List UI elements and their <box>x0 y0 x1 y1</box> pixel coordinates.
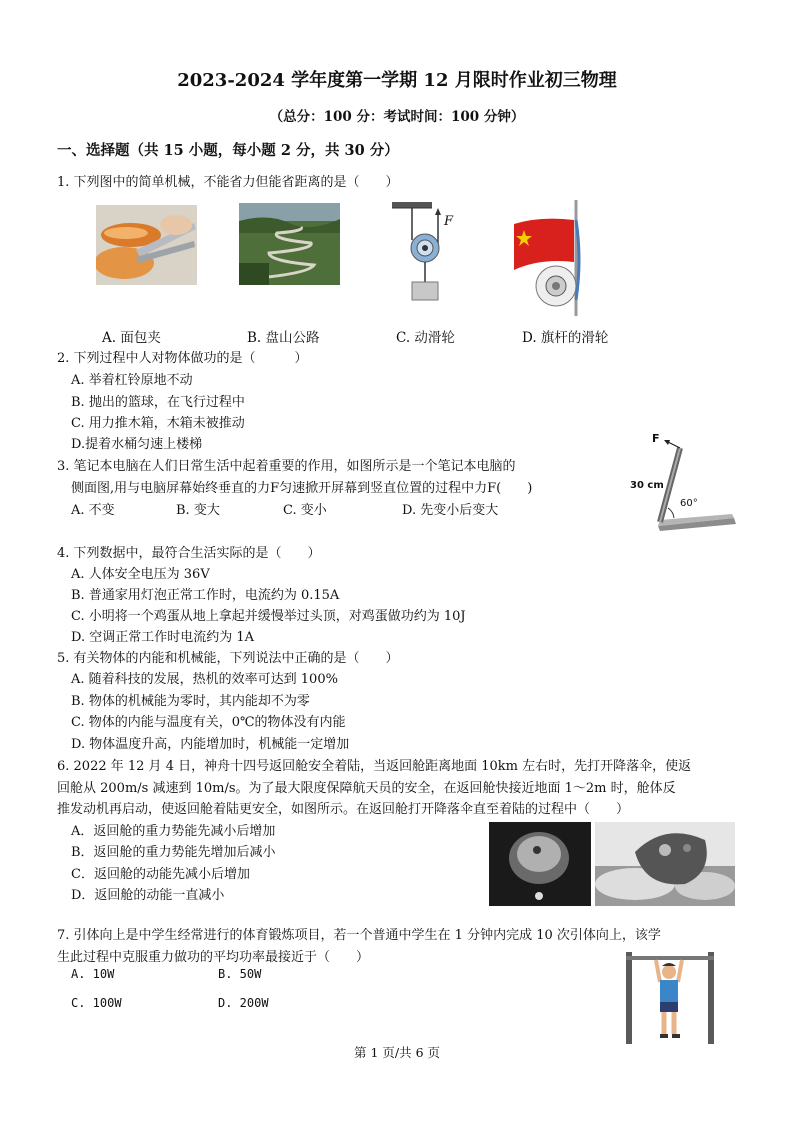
mountain-road-picture <box>239 203 340 285</box>
q1-image-mountain-road <box>239 203 340 285</box>
q7-pullup-figure <box>622 948 718 1046</box>
q2-option-a: A. 举着杠铃原地不动 <box>71 373 193 388</box>
q3-stem-line2: 侧面图,用与电脑屏幕始终垂直的力F匀速掀开屏幕到竖直位置的过程中力F( ) <box>71 481 533 496</box>
q3-laptop-figure <box>630 430 738 532</box>
q3-stem-line1: 3. 笔记本电脑在人们日常生活中起着重要的作用，如图所示是一个笔记本电脑的 <box>57 459 516 474</box>
pullup-picture <box>622 948 718 1046</box>
q5-option-a: A. 随着科技的发展，热机的效率可达到 100% <box>71 672 338 687</box>
q1-image-flagpole-pulley <box>510 200 586 316</box>
q5-option-b: B. 物体的机械能为零时，其内能却不为零 <box>71 694 310 709</box>
q6-option-b: B．返回舱的重力势能先增加后减小 <box>71 845 276 860</box>
q3-option-c: C. 变小 <box>283 503 327 518</box>
q1-option-d: D. 旗杆的滑轮 <box>522 330 609 346</box>
q6-option-c: C．返回舱的动能先减小后增加 <box>71 867 250 882</box>
landing-capsule-picture <box>595 822 735 906</box>
q6-option-a: A．返回舱的重力势能先减小后增加 <box>71 824 276 839</box>
q4-option-d: D. 空调正常工作时电流约为 1A <box>71 630 255 645</box>
q7-option-a: A. 10W <box>71 967 115 981</box>
q1-option-c: C. 动滑轮 <box>396 330 455 346</box>
q1-option-a: A. 面包夹 <box>102 330 161 346</box>
q7-stem-line1: 7. 引体向上是中学生经常进行的体育锻炼项目，若一个普通中学生在 1 分钟内完成 10 次引体向上，该学 <box>57 928 661 943</box>
flagpole-picture <box>510 200 586 316</box>
q6-stem-line3: 推发动机再启动，使返回舱着陆更安全，如图所示。在返回舱打开降落伞直至着陆的过程中（ ） <box>57 802 630 817</box>
page-footer: 第 1 页/共 6 页 <box>353 1045 440 1060</box>
pulley-force-label: F <box>444 214 454 229</box>
q6-option-d: D．返回舱的动能一直减小 <box>71 888 225 903</box>
q2-stem: 2. 下列过程中人对物体做功的是（ ） <box>57 351 308 366</box>
q6-image-parachute <box>489 822 591 906</box>
bread-clip-picture <box>96 205 197 285</box>
q5-option-d: D. 物体温度升高，内能增加时，机械能一定增加 <box>71 737 350 752</box>
page-title: 2023-2024 学年度第一学期 12 月限时作业初三物理 <box>177 70 617 91</box>
exam-info: （总分：100 分：考试时间：100 分钟） <box>269 109 525 125</box>
q3-option-a: A. 不变 <box>71 503 115 518</box>
q3-option-b: B. 变大 <box>176 503 220 518</box>
q2-option-c: C. 用力推木箱，木箱未被推动 <box>71 416 245 431</box>
parachute-picture <box>489 822 591 906</box>
q6-stem-line1: 6. 2022 年 12 月 4 日，神舟十四号返回舱安全着陆，当返回舱距离地面 10km 左右时，先打开降落伞，使返 <box>57 759 692 774</box>
q4-option-a: A. 人体安全电压为 36V <box>71 567 210 582</box>
laptop-force-label: F <box>652 432 660 445</box>
q1-image-movable-pulley <box>390 200 460 302</box>
q7-stem-line2: 生此过程中克服重力做功的平均功率最接近于（ ） <box>57 950 370 965</box>
laptop-length-label: 30 cm <box>630 480 664 491</box>
q7-option-d: D. 200W <box>218 996 269 1010</box>
q5-stem: 5. 有关物体的内能和机械能，下列说法中正确的是（ ） <box>57 651 399 666</box>
laptop-angle-label: 60° <box>680 498 698 509</box>
q4-stem: 4. 下列数据中，最符合生活实际的是（ ） <box>57 546 321 561</box>
q6-stem-line2: 回舱从 200m/s 减速到 10m/s。为了最大限度保障航天员的安全，在返回舱快接近地面 1～2m 时，舱体反 <box>57 781 676 796</box>
q4-option-c: C. 小明将一个鸡蛋从地上拿起并缓慢举过头顶，对鸡蛋做功约为 10J <box>71 609 466 624</box>
q2-option-b: B. 抛出的篮球，在飞行过程中 <box>71 395 245 410</box>
section-heading: 一、选择题（共 15 小题，每小题 2 分，共 30 分） <box>57 142 399 159</box>
q1-option-b: B. 盘山公路 <box>247 330 320 346</box>
q5-option-c: C. 物体的内能与温度有关，0℃的物体没有内能 <box>71 715 346 730</box>
q7-option-b: B. 50W <box>218 967 262 981</box>
q1-image-bread-clip <box>96 205 197 285</box>
q1-stem: 1. 下列图中的简单机械，不能省力但能省距离的是（ ） <box>57 175 399 190</box>
q4-option-b: B. 普通家用灯泡正常工作时，电流约为 0.15A <box>71 588 340 603</box>
q2-option-d: D.提着水桶匀速上楼梯 <box>71 437 203 452</box>
q3-option-d: D. 先变小后变大 <box>402 503 499 518</box>
q7-option-c: C. 100W <box>71 996 122 1010</box>
q6-image-landing-capsule <box>595 822 735 906</box>
